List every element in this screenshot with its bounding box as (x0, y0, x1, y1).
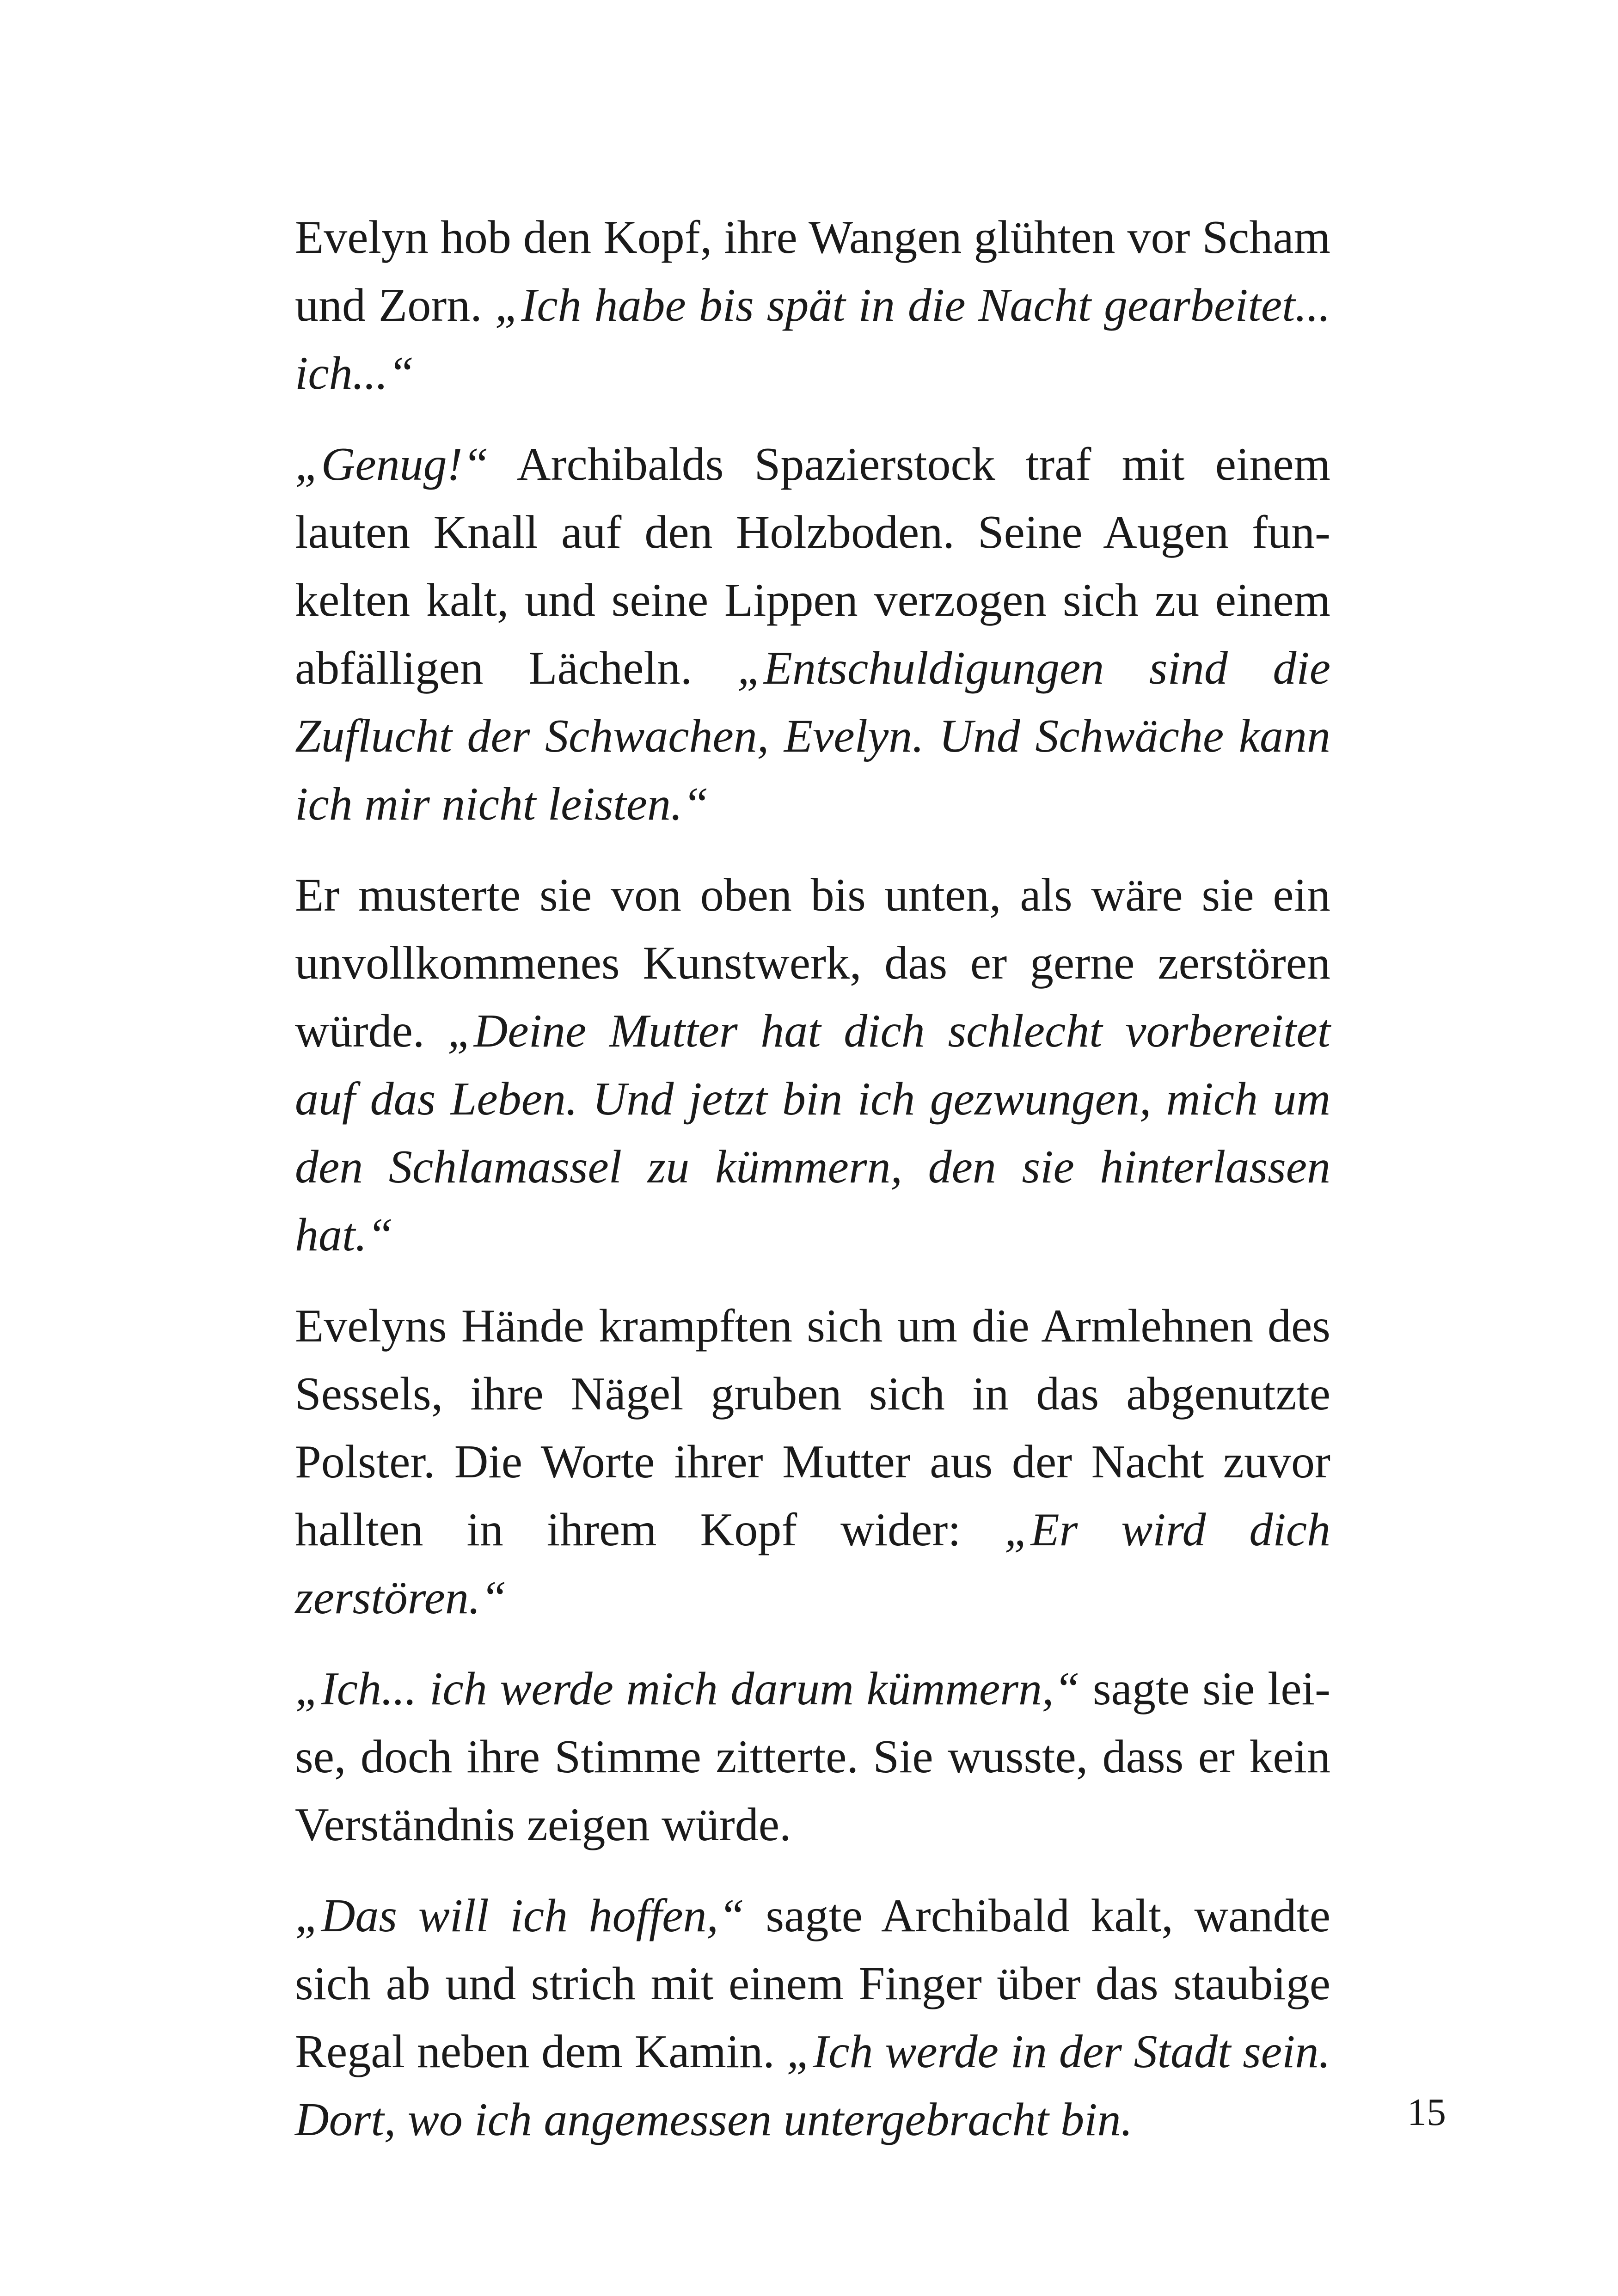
narration-text: sagte Archibald kalt, wandte sich ab und strich mit einem Finger über das staubige Regal neben dem Kamin. (295, 1890, 1331, 2078)
page-number: 15 (1407, 2091, 1446, 2134)
dialogue-italic: „Er wird dich zerstören.“ (295, 1504, 1330, 1624)
narration-text: Archibalds Spazierstock traf mit einem lauten Knall auf den Holzboden. Seine Augen funkelten kalt, und seine Lippen verzogen sich zu einem abfälligen Lächeln. (295, 438, 1330, 694)
dialogue-italic: „Ich... ich werde mich darum kümmern,“ (295, 1663, 1080, 1715)
paragraph (295, 1292, 1330, 1632)
paragraph (295, 430, 1330, 838)
dialogue-italic: „Genug!“ (295, 438, 489, 490)
narration-text: sagte sie leise, doch ihre Stimme zitterte. Sie wusste, dass er kein Verständnis zeigen würde. (295, 1663, 1330, 1851)
dialogue-italic: „Ich habe bis spät in die Nacht gearbeitet... ich...“ (295, 279, 1330, 399)
paragraph (295, 861, 1330, 1269)
narration-text: Evelyn hob den Kopf, ihre Wangen glühten vor Scham und Zorn. (295, 211, 1330, 331)
narration-text: Er musterte sie von oben bis unten, als wäre sie ein unvollkommenes Kunstwerk, das er gerne zerstören würde. (295, 869, 1330, 1057)
paragraph (295, 203, 1330, 407)
dialogue-italic: „Deine Mutter hat dich schlecht vorbereitet auf das Leben. Und jetzt bin ich gezwungen, mich um den Schlamassel zu kümmern, den sie hinterlassen hat.“ (295, 1005, 1330, 1261)
dialogue-italic: „Das will ich hoffen,“ (295, 1890, 745, 1942)
paragraph (295, 1655, 1330, 1859)
dialogue-italic: „Entschuldigungen sind die Zuflucht der Schwachen, Evelyn. Und Schwäche kann ich mir nicht leisten.“ (295, 642, 1331, 830)
narration-text: Evelyns Hände krampften sich um die Armlehnen des Sessels, ihre Nägel gruben sich in das abgenutzte Polster. Die Worte ihrer Mutter aus der Nacht zuvor hallten in ihrem Kopf wider: (295, 1300, 1330, 1556)
body-text (295, 203, 1330, 2177)
dialogue-italic: „Ich werde in der Stadt sein. Dort, wo ich angemessen untergebracht bin. (295, 2026, 1330, 2146)
paragraph (295, 1882, 1330, 2154)
